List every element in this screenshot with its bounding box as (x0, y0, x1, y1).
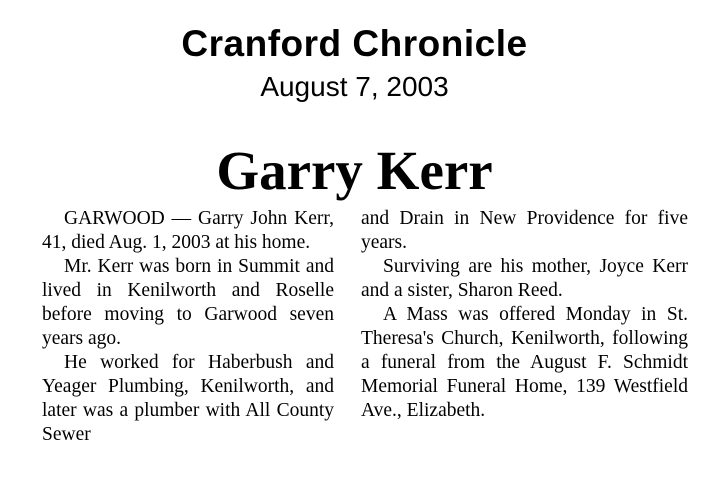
article-column-right (361, 207, 688, 423)
paragraph-work: He worked for Haberbush and Yeager Plumbing, Kenilworth, and later was a plumber with All County Sewer (42, 352, 334, 445)
paragraph-work-continued: and Drain in New Providence for five years. (361, 208, 688, 253)
obituary-headline: Garry Kerr (216, 140, 493, 201)
publication-date: August 7, 2003 (260, 71, 449, 102)
newspaper-name: Cranford Chronicle (181, 23, 528, 64)
article-column-left (42, 207, 334, 447)
paragraph-background: Mr. Kerr was born in Summit and lived in Kenilworth and Roselle before moving to Garwood seven years ago. (42, 256, 334, 349)
paragraph-intro: GARWOOD — Garry John Kerr, 41, died Aug. 1, 2003 at his home. (42, 208, 334, 253)
paragraph-survivors: Surviving are his mother, Joyce Kerr and a sister, Sharon Reed. (361, 256, 688, 301)
paragraph-services: A Mass was offered Monday in St. Theresa's Church, Kenilworth, following a funeral from the August F. Schmidt Memorial Funeral Home, 139 Westfield Ave., Elizabeth. (361, 304, 688, 421)
